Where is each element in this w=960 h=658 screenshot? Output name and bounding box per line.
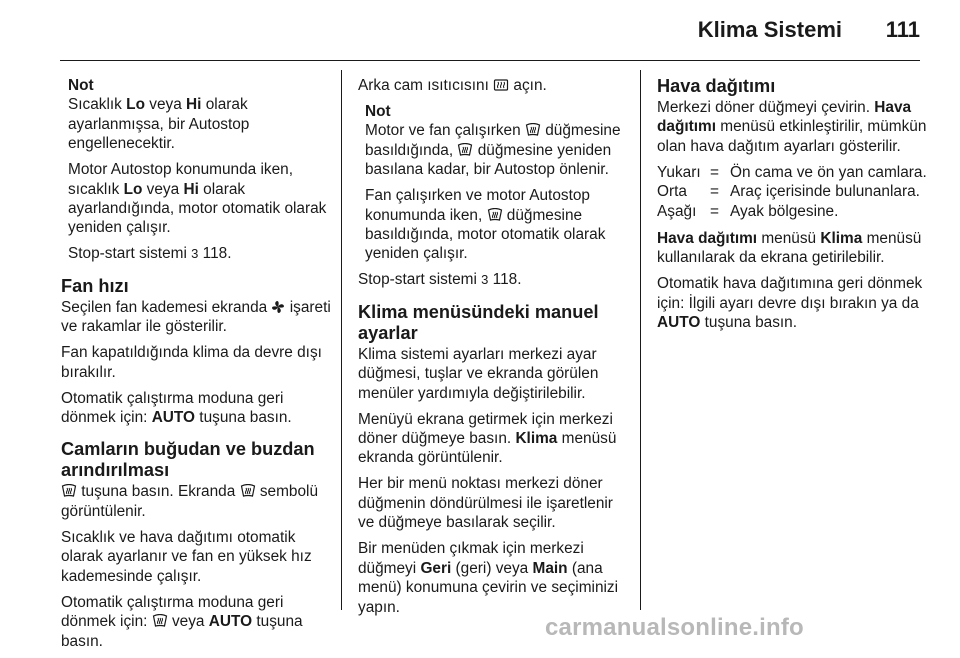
windshield-defrost-icon — [152, 614, 168, 628]
note-autostop-temperature — [68, 76, 333, 264]
reference-arrow-icon: 3 — [481, 272, 489, 288]
note-paragraph: Motor ve fan çalışırken düğmesine basıldığında, düğmesine yeniden basılana kadar, bir Autostop önlenir. — [365, 122, 621, 179]
windshield-defrost-icon — [61, 484, 77, 498]
windshield-defrost-icon — [487, 208, 503, 222]
page-number: 111 — [885, 17, 920, 42]
paragraph: tuşuna basın. Ekranda sembolü görüntülenir. — [61, 483, 319, 520]
heading-manual-settings: Klima menüsündeki manuel ayarlar — [358, 301, 599, 343]
heading-air-distribution: Hava dağıtımı — [657, 76, 776, 96]
paragraph: Otomatik çalıştırma moduna geri dönmek için: veya AUTO tuşuna basın. — [61, 593, 303, 650]
table-row: Orta = Araç içerisinde bulunanlara. — [657, 183, 920, 201]
windshield-defrost-icon — [457, 143, 473, 157]
table-row: Aşağı = Ayak bölgesine. — [657, 202, 839, 220]
column-1 — [61, 76, 333, 658]
windshield-defrost-icon — [240, 484, 256, 498]
paragraph: Merkezi döner düğmeyi çevirin. Hava dağıtımı menüsü etkinleştirilir, mümkün olan hava dağıtım ayarları gösterilir. — [657, 99, 927, 155]
paragraph: Klima sistemi ayarları merkezi ayar düğmesi, tuşlar ve ekranda görülen menüler yardımıyla değiştirilebilir. — [358, 345, 599, 402]
table-row: Yukarı = Ön cama ve ön yan camlara. — [657, 163, 927, 181]
paragraph: Otomatik hava dağıtımına geri dönmek için: İlgili ayarı devre dışı bırakın ya da AUTO tuşuna basın. — [657, 275, 923, 332]
paragraph: Fan kapatıldığında klima da devre dışı bırakılır. — [61, 344, 322, 381]
heading-defrost: Camların buğudan ve buzdan arındırılması — [61, 439, 315, 481]
watermark: carmanualsonline.info — [545, 614, 804, 641]
fan-icon — [271, 300, 285, 314]
column-2 — [358, 76, 630, 624]
paragraph: Otomatik çalıştırma moduna geri dönmek için: AUTO tuşuna basın. — [61, 389, 292, 427]
cross-reference: Stop-start sistemi 3 118. — [358, 271, 522, 289]
reference-arrow-icon: 3 — [191, 246, 199, 262]
heading-fan-speed: Fan hızı — [61, 275, 129, 296]
header-divider — [60, 60, 920, 61]
column-3 — [657, 76, 929, 339]
column-divider-1 — [341, 70, 342, 610]
note-paragraph: Sıcaklık Lo veya Hi olarak ayarlanmışsa, bir Autostop engellenecektir. — [68, 96, 250, 153]
paragraph: Her bir menü noktası merkezi döner düğmenin döndürülmesi ile işaretlenir ve düğmeye basılarak seçilir. — [358, 475, 613, 532]
windshield-defrost-icon — [525, 123, 541, 137]
section-title: Klima Sistemi — [697, 17, 842, 42]
note-defrost-autostop — [365, 102, 630, 264]
note-title: Not — [68, 77, 94, 94]
note-paragraph: Fan çalışırken ve motor Autostop konumunda iken, düğmesine basıldığında, motor otomatik olarak yeniden çalışır. — [365, 187, 606, 263]
paragraph: Seçilen fan kademesi ekranda işareti ve rakamlar ile gösterilir. — [61, 298, 331, 336]
note-title: Not — [365, 103, 391, 120]
column-divider-2 — [640, 70, 641, 610]
air-distribution-table — [657, 163, 927, 221]
paragraph: Bir menüden çıkmak için merkezi düğmeyi Geri (geri) veya Main (ana menü) konumuna çevirin ve seçiminizi yapın. — [358, 540, 619, 616]
rear-window-heater-icon — [493, 78, 509, 92]
paragraph: Hava dağıtımı menüsü Klima menüsü kullanılarak da ekrana getirilebilir. — [657, 230, 922, 267]
paragraph: Arka cam ısıtıcısını açın. — [358, 77, 547, 94]
paragraph: Sıcaklık ve hava dağıtımı otomatik olarak ayarlanır ve fan en yüksek hız kademesinde çalışır. — [61, 528, 312, 585]
paragraph: Menüyü ekrana getirmek için merkezi döner düğmeye basın. Klima menüsü ekranda görüntülenir. — [358, 410, 617, 467]
cross-reference: Stop-start sistemi 3 118. — [68, 245, 232, 263]
page-header — [0, 0, 960, 62]
note-paragraph: Motor Autostop konumunda iken, sıcaklık Lo veya Hi olarak ayarlandığında, motor otomatik olarak yeniden çalışır. — [68, 161, 327, 237]
